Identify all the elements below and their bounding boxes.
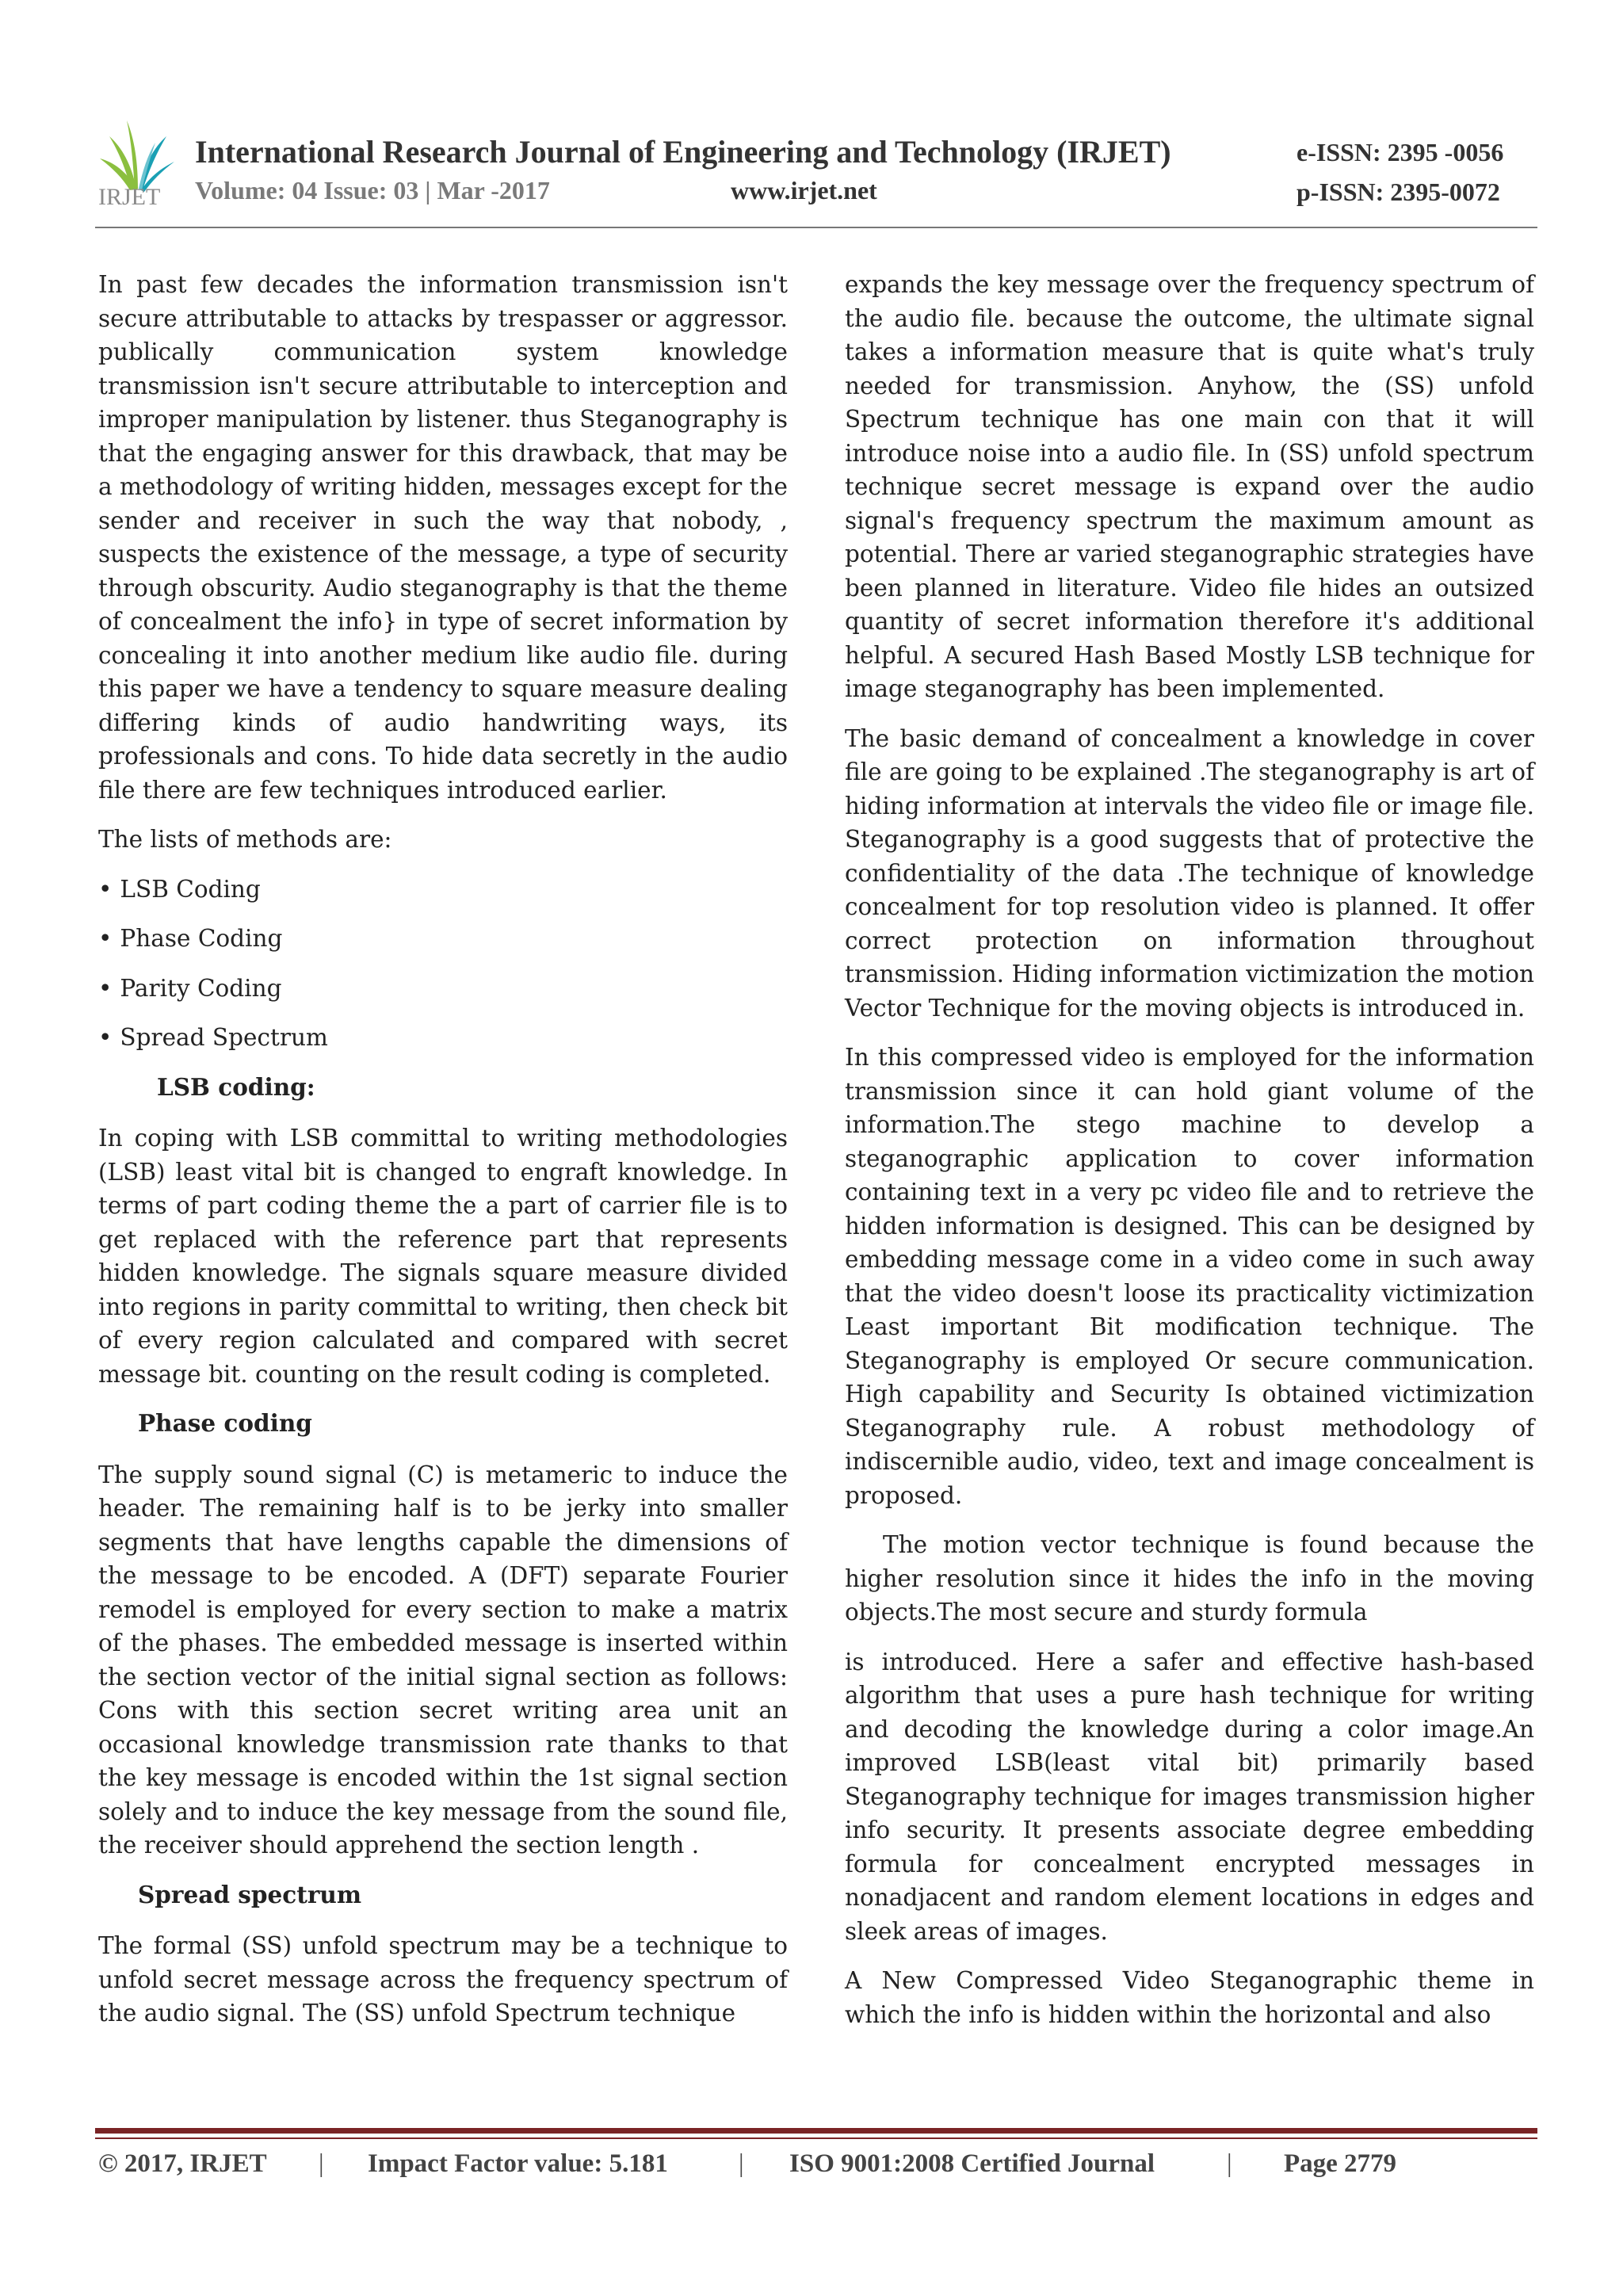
left-column xyxy=(98,268,788,2046)
paragraph-spread-continued: expands the key message over the frequency spectrum of the audio file. because the outcome, the ultimate signal takes a information measure that is quite what's truly needed for transmission. Anyhow, the (SS) unfold Spectrum technique has one main con that it will introduce noise into a audio file. In (SS) unfold spectrum technique secret message is expand over the audio signal's frequency spectrum the maximum amount as potential. There ar varied steganographic strategies have been planned in literature. Video file hides an outsized quantity of secret information therefore it's additional helpful. A secured Hash Based Mostly LSB technique for image steganography has been implemented. xyxy=(845,271,1534,702)
bullet-icon: • xyxy=(98,974,113,1002)
p-issn: p-ISSN: 2395-0072 xyxy=(1296,178,1500,206)
iso-certification: ISO 9001:2008 Certified Journal xyxy=(789,2149,1155,2178)
bullet-icon: • xyxy=(98,1024,113,1051)
page-number: Page 2779 xyxy=(1284,2149,1397,2178)
intro-paragraph: In past few decades the information transmission isn't secure attributable to attacks by trespasser or aggressor. publically communication system knowledge transmission isn't secure attributable to interception and improper manipulation by listener. thus Steganography is that the engaging answer for this drawback, that may be a methodology of writing hidden, messages except for the sender and receiver in such the way that nobody, , suspects the existence of the message, a type of security through obscurity. Audio steganography is that the theme of concealment the info} in type of secret information by concealing it into another medium like audio file. during this paper we have a tendency to square measure dealing differing kinds of audio handwriting ways, its professionals and cons. To hide data secretly in the audio file there are few techniques introduced earlier. xyxy=(98,271,788,804)
paragraph-compressed-video: In this compressed video is employed for the information transmission since it can hold giant volume of the information.The stego machine to develop a steganographic application to cover information containing text in a very pc video file and to retrieve the hidden information is designed. This can be designed by embedding message come in a video come in such away that the video doesn't loose its practicality victimization Least important Bit modification technique. The Steganography is employed Or secure communication. High capability and Security Is obtained victimization Steganography rule. A robust methodology of indiscernible audio, video, text and image concealment is proposed. xyxy=(845,1044,1534,1509)
lsb-coding-paragraph: In coping with LSB committal to writing methodologies (LSB) least vital bit is changed to engraft knowledge. In terms of part coding theme the a part of carrier file is to get replaced with the reference part that represents hidden knowledge. The signals square measure divided into regions in parity committal to writing, then check bit of every region calculated and compared with secret message bit. counting on the result coding is completed. xyxy=(98,1125,788,1388)
copyright: © 2017, IRJET xyxy=(98,2149,267,2178)
paragraph-motion-vector: The motion vector technique is found because the higher resolution since it hides the info in the moving objects.The most secure and sturdy formula xyxy=(845,1531,1534,1626)
list-item: • LSB Coding xyxy=(98,875,261,903)
bullet-icon: • xyxy=(98,925,113,952)
impact-factor: Impact Factor value: 5.181 xyxy=(368,2149,668,2178)
header-divider xyxy=(95,227,1537,228)
paragraph-hash-based: is introduced. Here a safer and effective hash-based algorithm that uses a pure hash technique for writing and decoding the knowledge during a color image.An improved LSB(least vital bit) primarily based Steganography technique for images transmission higher info security. It presents associate degree embedding formula for concealment encrypted messages in nonadjacent and random element locations in edges and sleek areas of images. xyxy=(845,1648,1534,1945)
e-issn: e-ISSN: 2395 -0056 xyxy=(1296,138,1504,166)
paragraph-new-compressed-video: A New Compressed Video Steganographic theme in which the info is hidden within the horizontal and also xyxy=(845,1967,1534,2028)
journal-title: International Research Journal of Engineering and Technology (IRJET) xyxy=(195,134,1171,170)
methods-list xyxy=(98,873,788,1055)
spread-spectrum-heading: Spread spectrum xyxy=(138,1880,362,1908)
lists-intro: The lists of methods are: xyxy=(98,826,392,853)
list-item: • Spread Spectrum xyxy=(98,1024,328,1051)
paragraph-concealment-demand: The basic demand of concealment a knowledge in cover file are going to be explained .The steganography is art of hiding information at intervals the video file or image file. Steganography is a good suggests that of protective the confidentiality of the data .The technique of knowledge concealment for top resolution video is planned. It offer correct protection on information throughout transmission. Hiding information victimization the motion Vector Technique for the moving objects is introduced in. xyxy=(845,724,1534,1022)
list-item: • Parity Coding xyxy=(98,974,282,1002)
footer-separator: | xyxy=(319,2149,324,2178)
footer-separator: | xyxy=(739,2149,744,2178)
footer-divider-thin xyxy=(95,2137,1537,2139)
journal-website-link[interactable]: www.irjet.net xyxy=(731,176,877,204)
phase-coding-heading: Phase coding xyxy=(138,1409,312,1437)
spread-spectrum-paragraph: The formal (SS) unfold spectrum may be a technique to unfold secret message across the frequency spectrum of the audio signal. The (SS) unfold Spectrum technique xyxy=(98,1932,788,2027)
logo-text: IRJET xyxy=(98,184,161,210)
bullet-icon: • xyxy=(98,875,113,903)
list-item: • Phase Coding xyxy=(98,925,283,952)
page-header xyxy=(95,111,1537,230)
phase-coding-paragraph: The supply sound signal (C) is metameric to induce the header. The remaining half is to be jerky into smaller segments that have lengths capable the dimensions of the message to be encoded. A (DFT) separate Fourier remodel is employed for every section to make a matrix of the phases. The embedded message is inserted within the section vector of the initial signal section as follows: Cons with this section secret writing area unit an occasional knowledge transmission rate thanks to that the key message is encoded within the 1st signal section solely and to induce the key message from the sound file, the receiver should apprehend the section length . xyxy=(98,1461,788,1859)
right-column xyxy=(845,268,1534,2047)
volume-issue: Volume: 04 Issue: 03 | Mar -2017 xyxy=(195,176,550,204)
footer-divider-thick xyxy=(95,2128,1537,2134)
footer-separator: | xyxy=(1227,2149,1232,2178)
lsb-coding-heading: LSB coding: xyxy=(157,1072,315,1101)
